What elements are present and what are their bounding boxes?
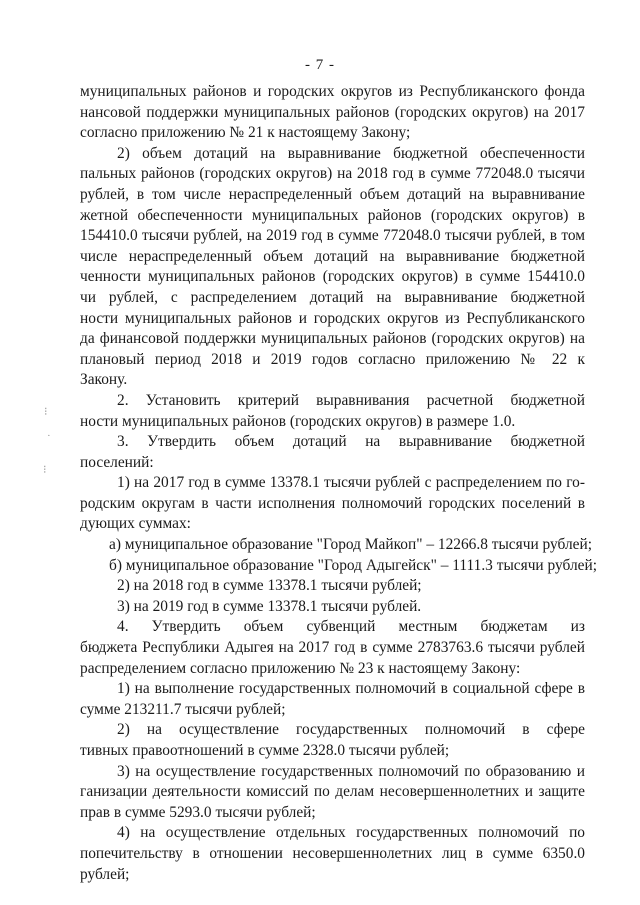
- text-line: плановый период 2018 и 2019 годов согласно приложению № 22 к: [80, 350, 585, 368]
- text-line: 1) на 2017 год в сумме 13378.1 тысячи рублей с распределением по го-: [117, 474, 585, 492]
- text-line: 2. Установить критерий выравнивания расчетной бюджетной: [117, 391, 585, 409]
- text-line: Закону.: [80, 371, 128, 389]
- text-line: бюджета Республики Адыгея на 2017 год в сумме 2783763.6 тысячи рублей: [80, 639, 585, 657]
- text-line: 3. Утвердить объем дотаций на выравнивание бюджетной: [117, 433, 585, 451]
- text-line: распределением согласно приложению № 23 к настоящему Закону:: [80, 659, 521, 677]
- text-line: а) муниципальное образование "Город Майкоп" – 12266.8 тысячи рублей;: [109, 536, 592, 554]
- scan-mark: ·: [47, 430, 51, 442]
- text-line: сумме 213211.7 тысячи рублей;: [80, 700, 286, 718]
- text-line: 154410.0 тысячи рублей, на 2019 год в сумме 772048.0 тысячи рублей, в том: [80, 227, 585, 245]
- text-line: прав в сумме 5293.0 тысячи рублей;: [80, 803, 316, 821]
- text-line: согласно приложению № 21 к настоящему Закону;: [80, 124, 411, 142]
- text-line: 4) на осуществление отдельных государственных полномочий по: [117, 824, 585, 842]
- scan-mark: ⁝: [44, 406, 48, 418]
- text-line: тивных правоотношений в сумме 2328.0 тысячи рублей;: [80, 742, 450, 759]
- text-line: попечительству в отношении несовершеннолетних лиц в сумме 6350.0: [80, 844, 585, 862]
- text-line: 4. Утвердить объем субвенций местным бюджетам из: [117, 618, 585, 636]
- text-line: чи рублей, с распределением дотаций на выравнивание бюджетной: [80, 288, 585, 306]
- text-line: 2) на осуществление государственных полномочий в сфере: [117, 721, 585, 739]
- text-line: родским округам в части исполнения полномочий городских поселений в: [80, 494, 585, 512]
- text-line: жетной обеспеченности муниципальных районов (городских округов) в: [80, 206, 585, 224]
- text-line: поселений:: [80, 453, 154, 471]
- text-line: 1) на выполнение государственных полномочий в социальной сфере в: [117, 680, 585, 698]
- text-line: ности муниципальных районов (городских округов) в размере 1.0.: [80, 412, 516, 430]
- text-line: пальных районов (городских округов) на 2018 год в сумме 772048.0 тысячи: [80, 165, 585, 183]
- text-line: ганизации деятельности комиссий по делам несовершеннолетних и защите: [80, 783, 585, 801]
- document-body: [80, 82, 597, 885]
- text-line: да финансовой поддержки муниципальных районов (городских округов) на: [80, 330, 585, 348]
- text-line: ченности муниципальных районов (городских округов) в сумме 154410.0: [80, 268, 585, 286]
- text-line: ности муниципальных районов и городских округов из Республиканского: [80, 309, 585, 327]
- text-line: числе нераспределенный объем дотаций на выравнивание бюджетной: [80, 247, 585, 265]
- text-line: б) муниципальное образование "Город Адыгейск" – 1111.3 тысячи рублей;: [109, 556, 597, 574]
- text-line: рублей, в том числе нераспределенный объем дотаций на выравнивание: [80, 185, 585, 203]
- text-line: 2) на 2018 год в сумме 13378.1 тысячи рублей;: [117, 577, 422, 595]
- page-number: - 7 -: [305, 57, 335, 73]
- text-line: рублей;: [80, 865, 130, 883]
- text-line: 2) объем дотаций на выравнивание бюджетной обеспеченности: [117, 144, 585, 162]
- text-line: нансовой поддержки муниципальных районов (городских округов) на 2017: [80, 103, 585, 121]
- text-line: дующих суммах:: [80, 515, 191, 533]
- scan-mark: ⁝: [43, 464, 47, 476]
- text-line: 3) на осуществление государственных полномочий по образованию и: [117, 762, 585, 780]
- text-line: муниципальных районов и городских округов из Республиканского фонда: [80, 83, 585, 100]
- text-line: 3) на 2019 год в сумме 13378.1 тысячи рублей.: [117, 597, 422, 615]
